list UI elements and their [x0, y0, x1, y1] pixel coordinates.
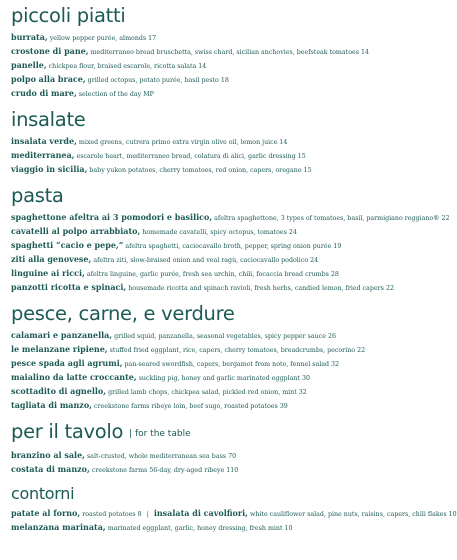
item-description: afeltra ziti, slow-braised onion and veal ragù, caciocavallo podolico — [93, 257, 309, 264]
item-description: homemade cavatelli, spicy octopus, tomatoes — [142, 229, 287, 236]
menu-section — [11, 420, 410, 477]
menu-section — [11, 4, 410, 101]
menu-row — [11, 59, 410, 73]
item-name: crostone di pane, — [11, 46, 89, 56]
item-name: patate al forno, — [11, 508, 81, 518]
item-price: 28 — [330, 271, 339, 278]
section-subtitle: | for the table — [129, 429, 191, 439]
item-name: panzotti ricotta e spinaci, — [11, 282, 127, 292]
menu-row — [11, 211, 450, 225]
item-price: 26 — [327, 333, 336, 340]
menu-row — [11, 281, 410, 295]
item-price: 32 — [298, 389, 307, 396]
item-separator: | — [146, 511, 149, 518]
item-description: mediterraneo bread bruschetta, swiss chard, sicilian anchovies, beefsteak tomatoes — [90, 49, 359, 56]
item-description: grilled squid, panzanella, seasonal vegetables, spicy pepper sauce — [114, 333, 326, 340]
item-name: ziti alla genovese, — [11, 254, 92, 264]
menu-section — [11, 108, 410, 177]
menu-row — [11, 45, 410, 59]
item-price: 14 — [279, 139, 288, 146]
menu-row — [11, 253, 410, 267]
item-name: pesce spada agli agrumi, — [11, 358, 123, 368]
menu-row — [11, 343, 410, 357]
menu-row — [11, 73, 410, 87]
item-description: roasted potatoes — [82, 511, 136, 518]
section-heading — [11, 108, 410, 132]
menu-item — [11, 372, 310, 382]
item-name: branzino al sale, — [11, 450, 85, 460]
item-description: afeltra spaghettone, 3 types of tomatoes, basil, parmigiano reggiano® — [214, 215, 440, 222]
item-price: 110 — [226, 467, 239, 474]
item-description: creekstone farms 56-day, dry-aged ribeye — [91, 467, 225, 474]
item-description: housemade ricotta and spinach ravioli, fresh herbs, candied lemon, fried capers — [128, 285, 384, 292]
menu-section-contorni — [11, 484, 457, 535]
section-title: pesce, carne, e verdure — [11, 302, 235, 325]
menu-item — [11, 268, 339, 278]
menu-row — [11, 31, 410, 45]
menu-item — [11, 522, 293, 532]
menu-row — [11, 385, 410, 399]
menu-row — [11, 225, 410, 239]
item-name: panelle, — [11, 60, 47, 70]
item-description: suckling pig, honey and garlic marinated eggplant — [138, 375, 300, 382]
item-price: 22 — [357, 347, 366, 354]
item-price: 24 — [288, 229, 297, 236]
menu-item — [11, 74, 229, 84]
item-name: spaghettone afeltra ai 3 pomodori e basilico, — [11, 212, 213, 222]
item-name: calamari e panzanella, — [11, 330, 113, 340]
item-name: crudo di mare, — [11, 88, 77, 98]
menu-item — [11, 150, 306, 160]
menu-item — [11, 46, 369, 56]
menu-row — [11, 463, 410, 477]
item-name: spaghetti “cacio e pepe,” — [11, 240, 124, 250]
item-name: viaggio in sicilia, — [11, 164, 88, 174]
item-price: 32 — [331, 361, 340, 368]
section-title: insalate — [11, 108, 86, 131]
menu-item — [11, 164, 312, 174]
item-price: 22 — [385, 285, 394, 292]
menu-item — [11, 358, 340, 368]
item-description: mixed greens, cutrera primo extra virgin olive oil, lemon juice — [78, 139, 278, 146]
menu-row — [11, 239, 410, 253]
menu-section — [11, 302, 410, 413]
menu-item — [11, 450, 237, 460]
item-description: yellow pepper purée, almonds — [49, 35, 147, 42]
item-description: salt-crusted, whole mediterranean sea bass — [86, 453, 227, 460]
item-description: escarole heart, mediterraneo bread, colatura di alici, garlic dressing — [76, 153, 296, 160]
menu-row — [11, 149, 410, 163]
menu-item — [11, 136, 288, 146]
item-name: linguine ai ricci, — [11, 268, 85, 278]
menu-item — [11, 226, 297, 236]
item-description: stuffed fried eggplant, rice, capers, cherry tomatoes, breadcrumbs, pecorino — [109, 347, 356, 354]
section-title: per il tavolo — [11, 420, 124, 443]
item-price: 39 — [279, 403, 288, 410]
item-description: afeltra spaghetti, caciocavallo broth, pepper, spring onion purée — [125, 243, 332, 250]
item-price: 8 — [137, 511, 142, 518]
item-name: insalata di cavolfiori, — [153, 508, 248, 518]
item-price: 15 — [297, 153, 306, 160]
item-price: 18 — [220, 77, 229, 84]
section-title: piccoli piatti — [11, 4, 126, 27]
menu-item — [11, 60, 207, 70]
menu-item — [11, 386, 307, 396]
menu-item — [11, 508, 142, 518]
menu-item — [11, 240, 342, 250]
item-description: selection of the day — [78, 91, 142, 98]
item-price: 19 — [333, 243, 342, 250]
menu-row — [11, 163, 410, 177]
item-name: melanzana marinata, — [11, 522, 106, 532]
item-price: 22 — [441, 215, 450, 222]
menu-row — [11, 267, 410, 281]
item-price: MP — [143, 91, 154, 98]
section-heading — [11, 420, 410, 446]
menu-row — [11, 87, 410, 101]
item-name: costata di manzo, — [11, 464, 90, 474]
item-price: 30 — [301, 375, 310, 382]
item-price: 10 — [448, 511, 457, 518]
item-description: white cauliflower salad, pine nuts, raisins, capers, chili flakes — [249, 511, 447, 518]
menu-row — [11, 371, 410, 385]
item-name: insalata verde, — [11, 136, 77, 146]
menu-row — [11, 399, 410, 413]
menu-row — [11, 329, 410, 343]
section-heading — [11, 302, 410, 326]
menu-row — [11, 521, 410, 535]
item-description: grilled lamb chops, chickpea salad, pickled red onion, mint — [108, 389, 297, 396]
item-description: baby yukon potatoes, cherry tomatoes, red onion, capers, oregano — [89, 167, 302, 174]
item-name: polpo alla brace, — [11, 74, 86, 84]
item-description: chickpea flour, braised escarole, ricotta salata — [48, 63, 197, 70]
menu-row — [11, 357, 410, 371]
menu-row — [11, 135, 410, 149]
menu-section — [11, 184, 450, 295]
item-name: burrata, — [11, 32, 48, 42]
section-title: contorni — [11, 484, 75, 503]
item-price: 10 — [284, 525, 293, 532]
menu-item — [11, 32, 157, 42]
menu-row — [11, 449, 410, 463]
menu-item — [153, 508, 457, 518]
item-name: cavatelli al polpo arrabbiato, — [11, 226, 141, 236]
menu-item — [11, 254, 319, 264]
menu-item — [11, 464, 239, 474]
menu-item — [11, 88, 154, 98]
item-description: pan-seared swordfish, capers, bergamot from noto, fennel salad — [124, 361, 330, 368]
menu-item — [11, 344, 366, 354]
item-name: le melanzane ripiene, — [11, 344, 108, 354]
item-price: 14 — [198, 63, 207, 70]
item-description: grilled octopus, potato purée, basil pesto — [87, 77, 219, 84]
menu-item — [11, 282, 394, 292]
item-description: afeltra linguine, garlic purée, fresh sea urchin, chili, focaccia bread crumbs — [86, 271, 329, 278]
item-description: creekstone farms ribeye loin, beef sugo, roasted potatoes — [93, 403, 278, 410]
item-price: 17 — [148, 35, 157, 42]
item-name: scottadito di agnello, — [11, 386, 107, 396]
menu-item — [11, 330, 336, 340]
menu-item — [11, 400, 288, 410]
menu-item — [11, 212, 450, 222]
item-price: 14 — [360, 49, 369, 56]
item-name: maialino da latte croccante, — [11, 372, 137, 382]
item-description: marinated eggplant, garlic, honey dressing, fresh mint — [107, 525, 283, 532]
section-title: pasta — [11, 184, 64, 207]
item-price: 70 — [228, 453, 237, 460]
section-heading — [11, 184, 410, 208]
item-name: mediterranea, — [11, 150, 75, 160]
item-name: tagliata di manzo, — [11, 400, 92, 410]
item-price: 15 — [303, 167, 312, 174]
menu-row — [11, 507, 457, 521]
section-heading — [11, 4, 410, 28]
item-price: 24 — [310, 257, 319, 264]
